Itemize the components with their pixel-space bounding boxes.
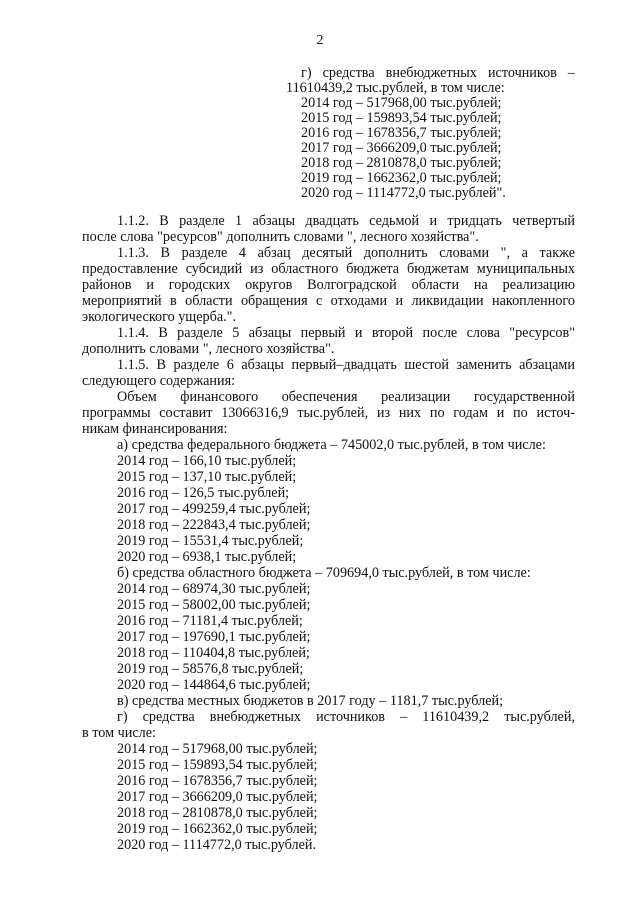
top-extrabudget-heading-b: 11610439,2 тыс.рублей, в том числе: — [286, 80, 505, 96]
paragraph-1-1-2-line: 1.1.2. В разделе 1 абзацы двадцать седьмой и тридцать четвертый — [117, 213, 575, 229]
paragraph-1-1-3-line: районов и городских округов Волгоградской области на реализацию — [82, 277, 575, 293]
top-year-line: 2018 год – 2810878,0 тыс.рублей; — [301, 155, 502, 171]
extrabudget-year-line: 2019 год – 1662362,0 тыс.рублей; — [117, 821, 318, 837]
volume-paragraph-line: Объем финансового обеспечения реализации государственной — [117, 389, 575, 405]
top-year-line: 2019 год – 1662362,0 тыс.рублей; — [301, 170, 502, 186]
top-year-line: 2014 год – 517968,00 тыс.рублей; — [301, 95, 502, 111]
paragraph-1-1-5-line: 1.1.5. В разделе 6 абзацы первый–двадцать шестой заменить абзацами — [117, 357, 575, 373]
paragraph-1-1-3-line: предоставление субсидий из областного бюджета бюджетам муниципальных — [82, 261, 575, 277]
federal-year-line: 2018 год – 222843,4 тыс.рублей; — [117, 517, 311, 533]
paragraph-1-1-2-line: после слова "ресурсов" дополнить словами ", лесного хозяйства". — [82, 229, 479, 245]
page-number: 2 — [316, 33, 324, 48]
extrabudget-heading-b: в том числе: — [82, 725, 156, 741]
regional-year-line: 2017 год – 197690,1 тыс.рублей; — [117, 629, 311, 645]
local-budget-heading: в) средства местных бюджетов в 2017 году – 1181,7 тыс.рублей; — [117, 693, 504, 709]
extrabudget-year-line: 2017 год – 3666209,0 тыс.рублей; — [117, 789, 318, 805]
paragraph-1-1-3-line: мероприятий в области обращения с отходами и ликвидации накопленного — [82, 293, 575, 309]
paragraph-1-1-4-line: 1.1.4. В разделе 5 абзацы первый и второй после слова "ресурсов" — [117, 325, 575, 341]
top-extrabudget-heading-a: г) средства внебюджетных источников – — [301, 65, 575, 81]
top-year-line: 2016 год – 1678356,7 тыс.рублей; — [301, 125, 502, 141]
top-year-line: 2017 год – 3666209,0 тыс.рублей; — [301, 140, 502, 156]
extrabudget-year-line: 2018 год – 2810878,0 тыс.рублей; — [117, 805, 318, 821]
federal-budget-heading: а) средства федерального бюджета – 745002,0 тыс.рублей, в том числе: — [117, 437, 546, 453]
regional-year-line: 2015 год – 58002,00 тыс.рублей; — [117, 597, 311, 613]
volume-paragraph-line: программы составит 13066316,9 тыс.рублей, из них по годам и по источ- — [82, 405, 575, 421]
federal-year-line: 2017 год – 499259,4 тыс.рублей; — [117, 501, 311, 517]
federal-year-line: 2015 год – 137,10 тыс.рублей; — [117, 469, 297, 485]
federal-year-line: 2019 год – 15531,4 тыс.рублей; — [117, 533, 304, 549]
regional-year-line: 2018 год – 110404,8 тыс.рублей; — [117, 645, 310, 661]
top-year-line: 2020 год – 1114772,0 тыс.рублей". — [301, 185, 506, 201]
extrabudget-year-line: 2020 год – 1114772,0 тыс.рублей. — [117, 837, 317, 853]
federal-year-line: 2020 год – 6938,1 тыс.рублей; — [117, 549, 297, 565]
regional-budget-heading: б) средства областного бюджета – 709694,0 тыс.рублей, в том числе: — [117, 565, 531, 581]
extrabudget-year-line: 2014 год – 517968,00 тыс.рублей; — [117, 741, 318, 757]
regional-year-line: 2014 год – 68974,30 тыс.рублей; — [117, 581, 311, 597]
volume-paragraph-line: никам финансирования: — [82, 421, 228, 437]
paragraph-1-1-5-line: следующего содержания: — [82, 373, 236, 389]
top-year-line: 2015 год – 159893,54 тыс.рублей; — [301, 110, 502, 126]
regional-year-line: 2020 год – 144864,6 тыс.рублей; — [117, 677, 311, 693]
paragraph-1-1-3-line: экологического ущерба.". — [82, 309, 237, 325]
federal-year-line: 2016 год – 126,5 тыс.рублей; — [117, 485, 290, 501]
regional-year-line: 2019 год – 58576,8 тыс.рублей; — [117, 661, 304, 677]
extrabudget-year-line: 2016 год – 1678356,7 тыс.рублей; — [117, 773, 318, 789]
paragraph-1-1-3-line: 1.1.3. В разделе 4 абзац десятый дополнить словами ", а также — [117, 245, 575, 261]
regional-year-line: 2016 год – 71181,4 тыс.рублей; — [117, 613, 303, 629]
federal-year-line: 2014 год – 166,10 тыс.рублей; — [117, 453, 297, 469]
paragraph-1-1-4-line: дополнить словами ", лесного хозяйства". — [82, 341, 335, 357]
extrabudget-year-line: 2015 год – 159893,54 тыс.рублей; — [117, 757, 318, 773]
extrabudget-heading-a: г) средства внебюджетных источников – 11610439,2 тыс.рублей, — [117, 709, 575, 725]
